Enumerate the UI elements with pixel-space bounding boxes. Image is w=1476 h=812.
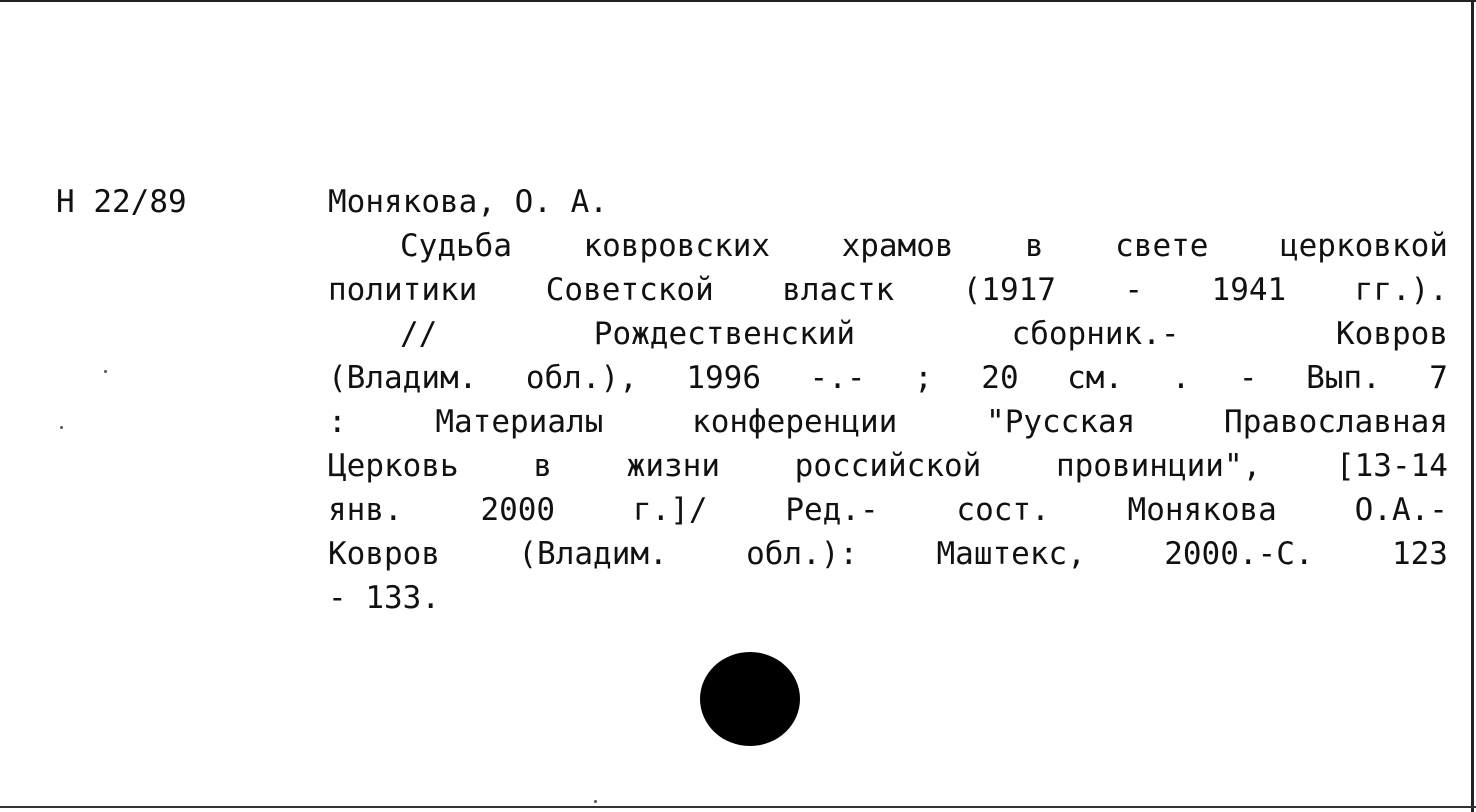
description-word: 2000 [480, 492, 556, 528]
card-right-edge [1471, 0, 1474, 812]
description-word: : [328, 404, 347, 440]
description-word: конференции [692, 404, 898, 440]
description-word: - [1238, 360, 1258, 396]
description-word: г.]/ [632, 492, 708, 528]
scan-speck [104, 370, 107, 373]
description-line [328, 444, 1448, 488]
scan-speck [594, 800, 597, 803]
description-word: жизни [626, 448, 720, 484]
scan-speck [60, 426, 63, 429]
description-word: [13-14 [1335, 448, 1448, 484]
card-bottom-edge [0, 806, 1476, 808]
description-word: Советской [545, 272, 714, 308]
description-word: // [400, 316, 438, 352]
description-word: российской [794, 448, 982, 484]
description-word: Ред.- [785, 492, 879, 528]
description-lines [328, 224, 1448, 620]
description-word: обл.): [746, 536, 859, 572]
description-word: 2000.-С. [1164, 536, 1314, 572]
description-word: сост. [956, 492, 1050, 528]
description-word: янв. [328, 492, 403, 528]
description-word: Судьба [400, 228, 512, 264]
description-line: - 133. [328, 580, 440, 616]
description-line [328, 356, 1448, 400]
description-line [328, 532, 1448, 576]
description-word: в [1025, 228, 1044, 264]
description-word: Монякова [1127, 492, 1277, 528]
description-line [328, 488, 1448, 532]
description-word: храмов [841, 228, 954, 264]
bibliographic-entry [328, 180, 1448, 620]
description-word: провинции", [1055, 448, 1262, 484]
description-word: 123 [1391, 536, 1448, 572]
description-word: Ковров [328, 536, 440, 572]
description-word: (1917 [962, 272, 1056, 308]
description-word: Материалы [435, 404, 604, 440]
description-word: церковкой [1279, 228, 1448, 264]
description-word: гг.). [1354, 272, 1448, 308]
description-line [328, 268, 1448, 312]
description-word: 1941 [1211, 272, 1287, 308]
description-word: (Владим. [518, 536, 668, 572]
description-word: обл.), [525, 360, 638, 396]
description-word: 1996 [686, 360, 762, 396]
punch-hole [700, 652, 800, 746]
description-line [328, 224, 1448, 268]
description-word: 20 [981, 360, 1019, 396]
call-number: H 22/89 [56, 184, 187, 220]
author-line: Монякова, О. А. [328, 184, 608, 220]
description-word: см. [1067, 360, 1124, 396]
description-word: ; [914, 360, 933, 396]
description-word: Рождественский [593, 316, 856, 352]
description-word: Вып. [1306, 360, 1381, 396]
description-word: сборник.- [1011, 316, 1180, 352]
description-word: О.А.- [1354, 492, 1448, 528]
description-word: -.- [809, 360, 866, 396]
description-word: "Русская [986, 404, 1136, 440]
description-word: 7 [1429, 360, 1448, 396]
description-word: свете [1115, 228, 1209, 264]
description-word: Церковь [328, 448, 459, 484]
description-line [328, 312, 1448, 356]
description-word: в [533, 448, 552, 484]
description-word: Ковров [1336, 316, 1448, 352]
description-word: Маштекс, [936, 536, 1086, 572]
description-line [328, 400, 1448, 444]
description-word: (Владим. [328, 360, 478, 396]
description-word: - [1124, 272, 1144, 308]
description-word: Православная [1224, 404, 1448, 440]
description-word: властк [782, 272, 895, 308]
description-word: . [1171, 360, 1191, 396]
description-word: ковровских [583, 228, 771, 264]
card-top-edge [0, 0, 1476, 2]
description-word: политики [328, 272, 478, 308]
